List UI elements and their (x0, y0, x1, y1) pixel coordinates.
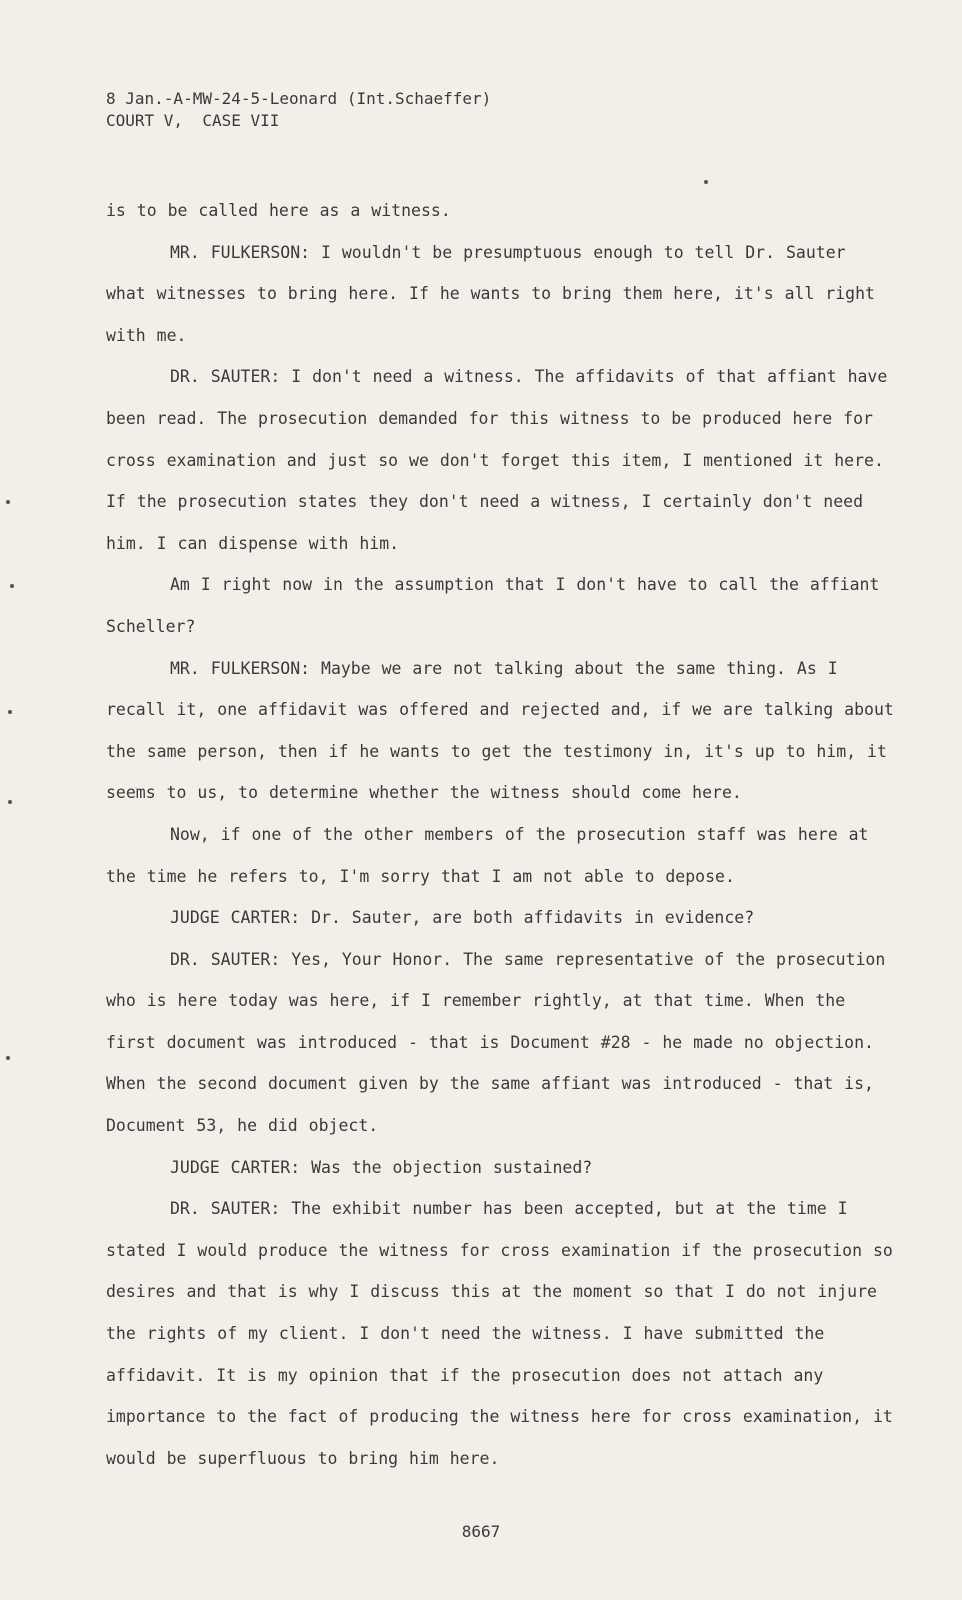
paragraph: JUDGE CARTER: Was the objection sustained? (170, 1157, 593, 1177)
speck-mark (704, 180, 708, 184)
paragraph: DR. SAUTER: I don't need a witness. The affidavits of that affiant have been read. The prosecution demanded for this witness to be produced here for cross examination and just so we don't forget this item, I mentioned it here. If the prosecution states they don't need a witness, I certainly don't need him. I can dispense with him. (106, 367, 888, 553)
margin-mark (10, 584, 14, 588)
margin-mark (8, 710, 12, 714)
paragraph: DR. SAUTER: The exhibit number has been accepted, but at the time I stated I would produce the witness for cross examination if the prosecution so desires and that is why I discuss this at the moment so that I do not injure the rights of my client. I don't need the witness. I have submitted the affidavit. It is my opinion that if the prosecution does not attach any importance to the fact of producing the witness here for cross examination, it would be superfluous to bring him here. (106, 1199, 893, 1468)
margin-mark (6, 1056, 10, 1060)
paragraph: MR. FULKERSON: Maybe we are not talking about the same thing. As I recall it, one affidavit was offered and rejected and, if we are talking about the same person, then if he wants to get the testimony in, it's up to him, it seems to us, to determine whether the witness should come here. (106, 658, 894, 803)
paragraph: Now, if one of the other members of the prosecution staff was here at the time he refers to, I'm sorry that I am not able to depose. (106, 824, 869, 886)
paragraph: DR. SAUTER: Yes, Your Honor. The same representative of the prosecution who is here today was here, if I remember rightly, at that time. When the first document was introduced - that is Document #28 - he made no objection. When the second document given by the same affiant was introduced - that is, Document 53, he did object. (106, 949, 886, 1136)
margin-mark (6, 500, 10, 504)
transcript-body (106, 190, 896, 1479)
paragraph: is to be called here as a witness. (106, 201, 451, 220)
header-line-1: 8 Jan.-A-MW-24-5-Leonard (Int.Schaeffer) (106, 89, 492, 108)
page-header (106, 88, 491, 132)
paragraph: JUDGE CARTER: Dr. Sauter, are both affidavits in evidence? (170, 908, 755, 928)
paragraph: Am I right now in the assumption that I don't have to call the affiant Scheller? (106, 575, 880, 636)
header-line-2: COURT V, CASE VII (106, 111, 280, 130)
paragraph: MR. FULKERSON: I wouldn't be presumptuous enough to tell Dr. Sauter what witnesses to bring here. If he wants to bring them here, it's all right with me. (106, 242, 875, 345)
page-number: 8667 (461, 1522, 501, 1541)
margin-mark (8, 800, 12, 804)
